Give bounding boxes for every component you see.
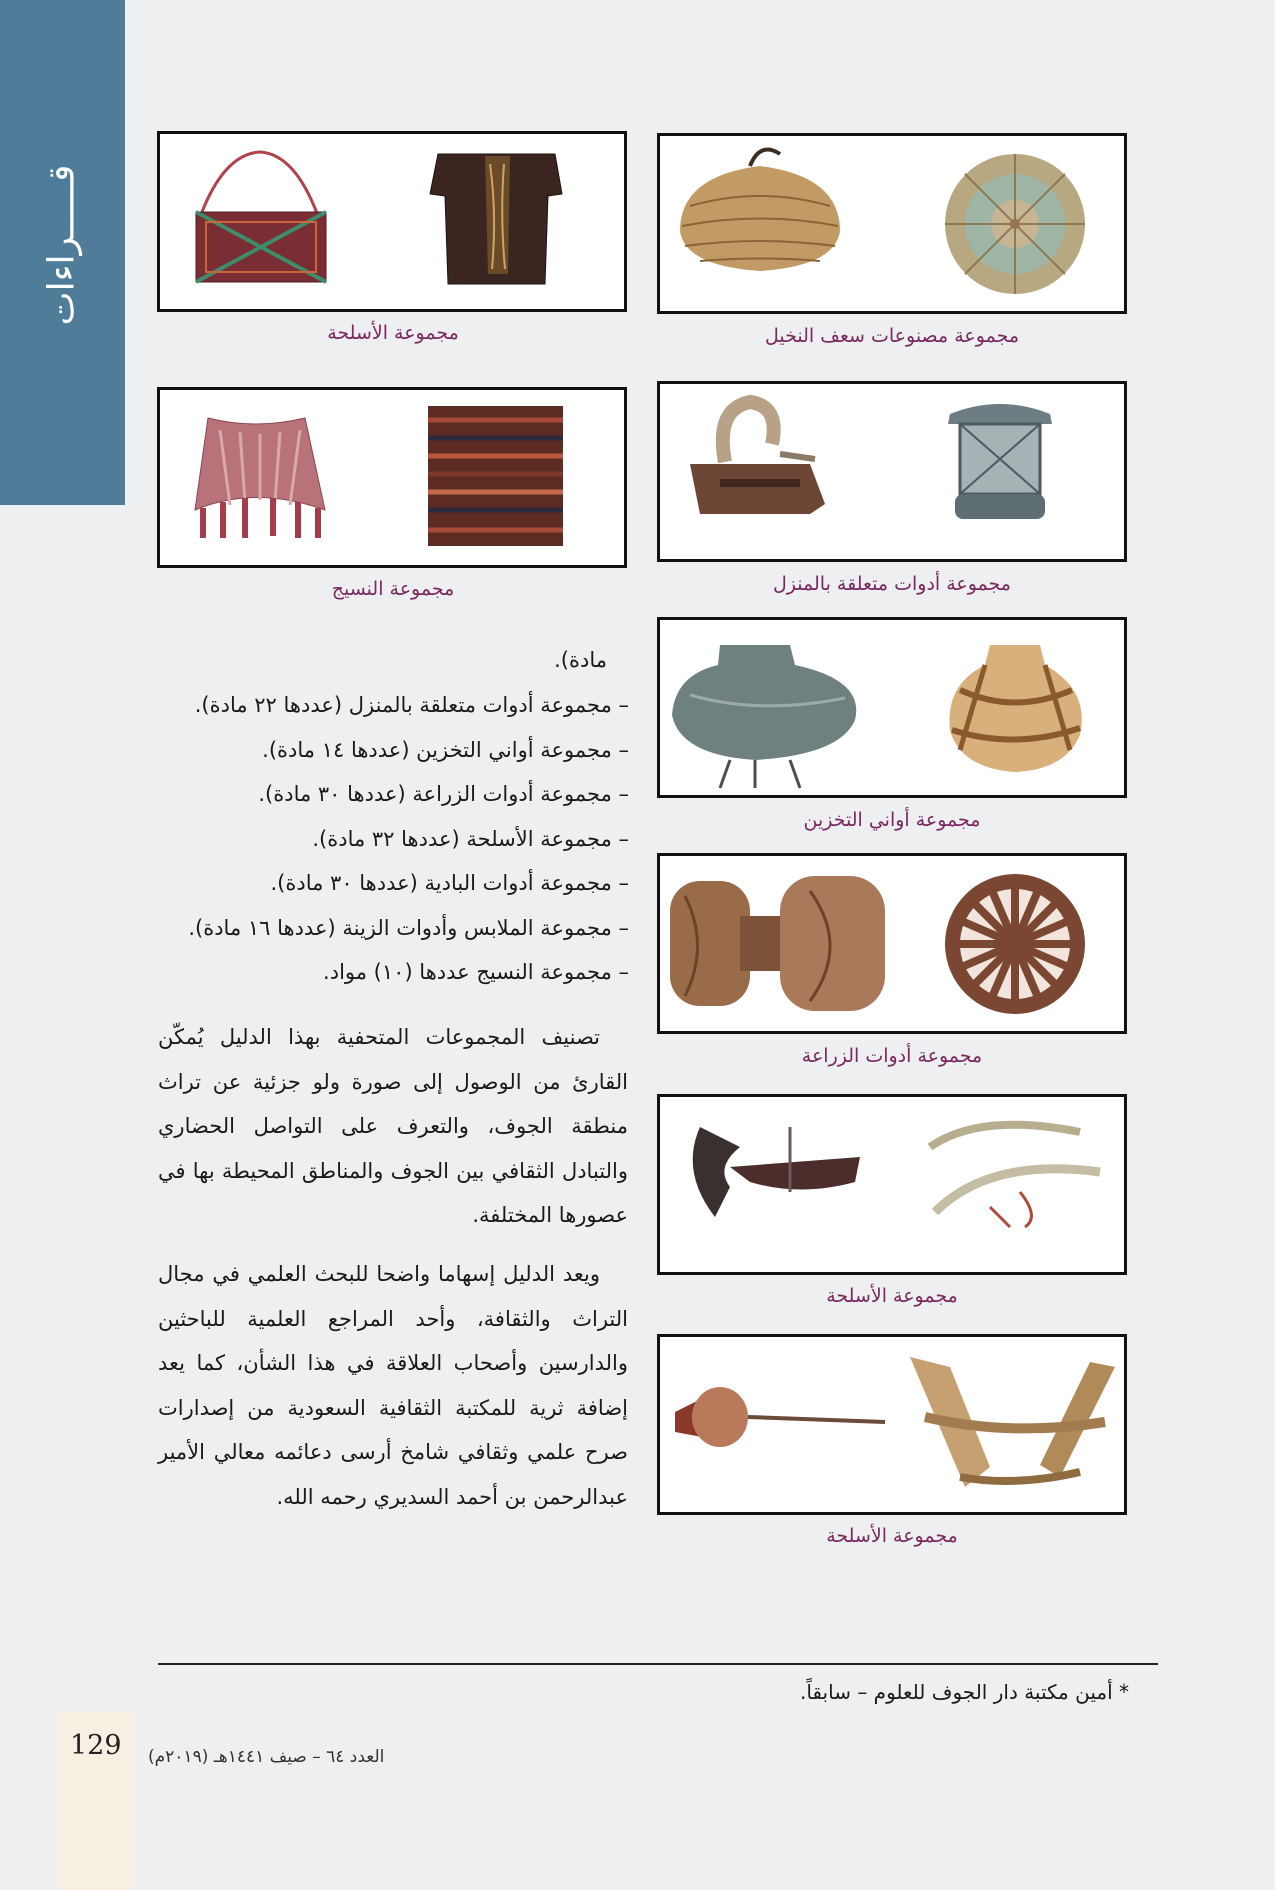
photo-frame-storage xyxy=(657,617,1127,798)
covered-basket-image xyxy=(680,150,840,271)
list-item: – مجموعة الأسلحة (عددها ٣٢ مادة). xyxy=(312,827,629,851)
caption-weapons-2: مجموعة الأسلحة xyxy=(826,1285,958,1307)
caption-weapons-1: مجموعة الأسلحة xyxy=(327,322,459,344)
wooden-wheel-image xyxy=(945,874,1085,1014)
caption-palm-crafts: مجموعة مصنوعات سعف النخيل xyxy=(764,325,1020,347)
lantern-image xyxy=(948,404,1052,519)
metal-pot-image xyxy=(672,645,856,788)
page-margin xyxy=(1275,0,1284,1890)
photo-frame-weapons-frame xyxy=(657,1334,1127,1515)
round-tray-image xyxy=(945,154,1085,294)
axe-image xyxy=(675,1109,860,1259)
page-number: 129 xyxy=(70,1730,122,1761)
paragraph-classification: تصنيف المجموعات المتحفية بهذا الدليل يُمكّن القارئ من الوصول إلى صورة ولو جزئية عن تراث منطقة الجوف، والتعرف على التواصل الحضاري والتبادل الثقافي بين الجوف والمناطق المحيطة بها في عصورها المختلفة. xyxy=(158,1025,628,1227)
curved-swords-image xyxy=(930,1125,1100,1227)
list-lead: مادة). xyxy=(554,648,607,672)
caption-storage: مجموعة أواني التخزين xyxy=(803,809,981,831)
photo-frame-weapons-swords xyxy=(657,1094,1127,1275)
list-item: – مجموعة أدوات البادية (عددها ٣٠ مادة). xyxy=(270,871,629,895)
photo-frame-palm-crafts xyxy=(657,133,1127,314)
rug-image xyxy=(428,406,563,546)
camel-saddle-image xyxy=(910,1357,1115,1487)
section-tab xyxy=(0,0,125,505)
list-item: – مجموعة أدوات الزراعة (عددها ٣٠ مادة). xyxy=(258,782,629,806)
list-item: – مجموعة أدوات متعلقة بالمنزل (عددها ٢٢ مادة). xyxy=(194,693,629,717)
photo-frame-textiles xyxy=(157,387,627,568)
caption-household: مجموعة أدوات متعلقة بالمنزل xyxy=(772,573,1011,595)
list-item: – مجموعة النسيج عددها (١٠) مواد. xyxy=(323,960,629,984)
paragraph-contribution: ويعد الدليل إسهاما واضحا للبحث العلمي في مجال التراث والثقافة، وأحد المراجع العلمية للباحثين والدارسين وأصحاب العلاقة في هذا الشأن، كما يعد إضافة ثرية للمكتبة الثقافية السعودية من إصدارات صرح علمي وثقافي شامخ أرسى دعائمه معالي الأمير عبدالرحمن بن أحمد السديري رحمه الله. xyxy=(158,1262,628,1509)
charcoal-iron-image xyxy=(690,402,825,514)
woven-bag-image xyxy=(196,152,326,282)
wooden-roller-image xyxy=(670,876,885,1011)
footnote: * أمين مكتبة دار الجوف للعلوم – سابقاً. xyxy=(799,1680,1129,1704)
shawl-image xyxy=(195,418,325,538)
clay-jar-image xyxy=(949,645,1081,772)
caption-weapons-3: مجموعة الأسلحة xyxy=(826,1525,958,1547)
photo-frame-household xyxy=(657,381,1127,562)
footnote-divider xyxy=(158,1663,1158,1665)
list-item: – مجموعة أواني التخزين (عددها ١٤ مادة). xyxy=(262,738,629,762)
section-tab-label: قـــــراءات xyxy=(41,164,83,326)
caption-textiles: مجموعة النسيج xyxy=(331,578,455,600)
list-item: – مجموعة الملابس وأدوات الزينة (عددها ١٦ مادة). xyxy=(188,916,629,940)
robe-image xyxy=(430,154,562,284)
spindle-tool-image xyxy=(670,1352,885,1502)
photo-frame-agriculture xyxy=(657,853,1127,1034)
photo-frame-weapons-bags xyxy=(157,131,627,312)
caption-agriculture: مجموعة أدوات الزراعة xyxy=(801,1045,983,1067)
issue-info: العدد ٦٤ – صيف ١٤٤١هـ (٢٠١٩م) xyxy=(148,1747,385,1767)
